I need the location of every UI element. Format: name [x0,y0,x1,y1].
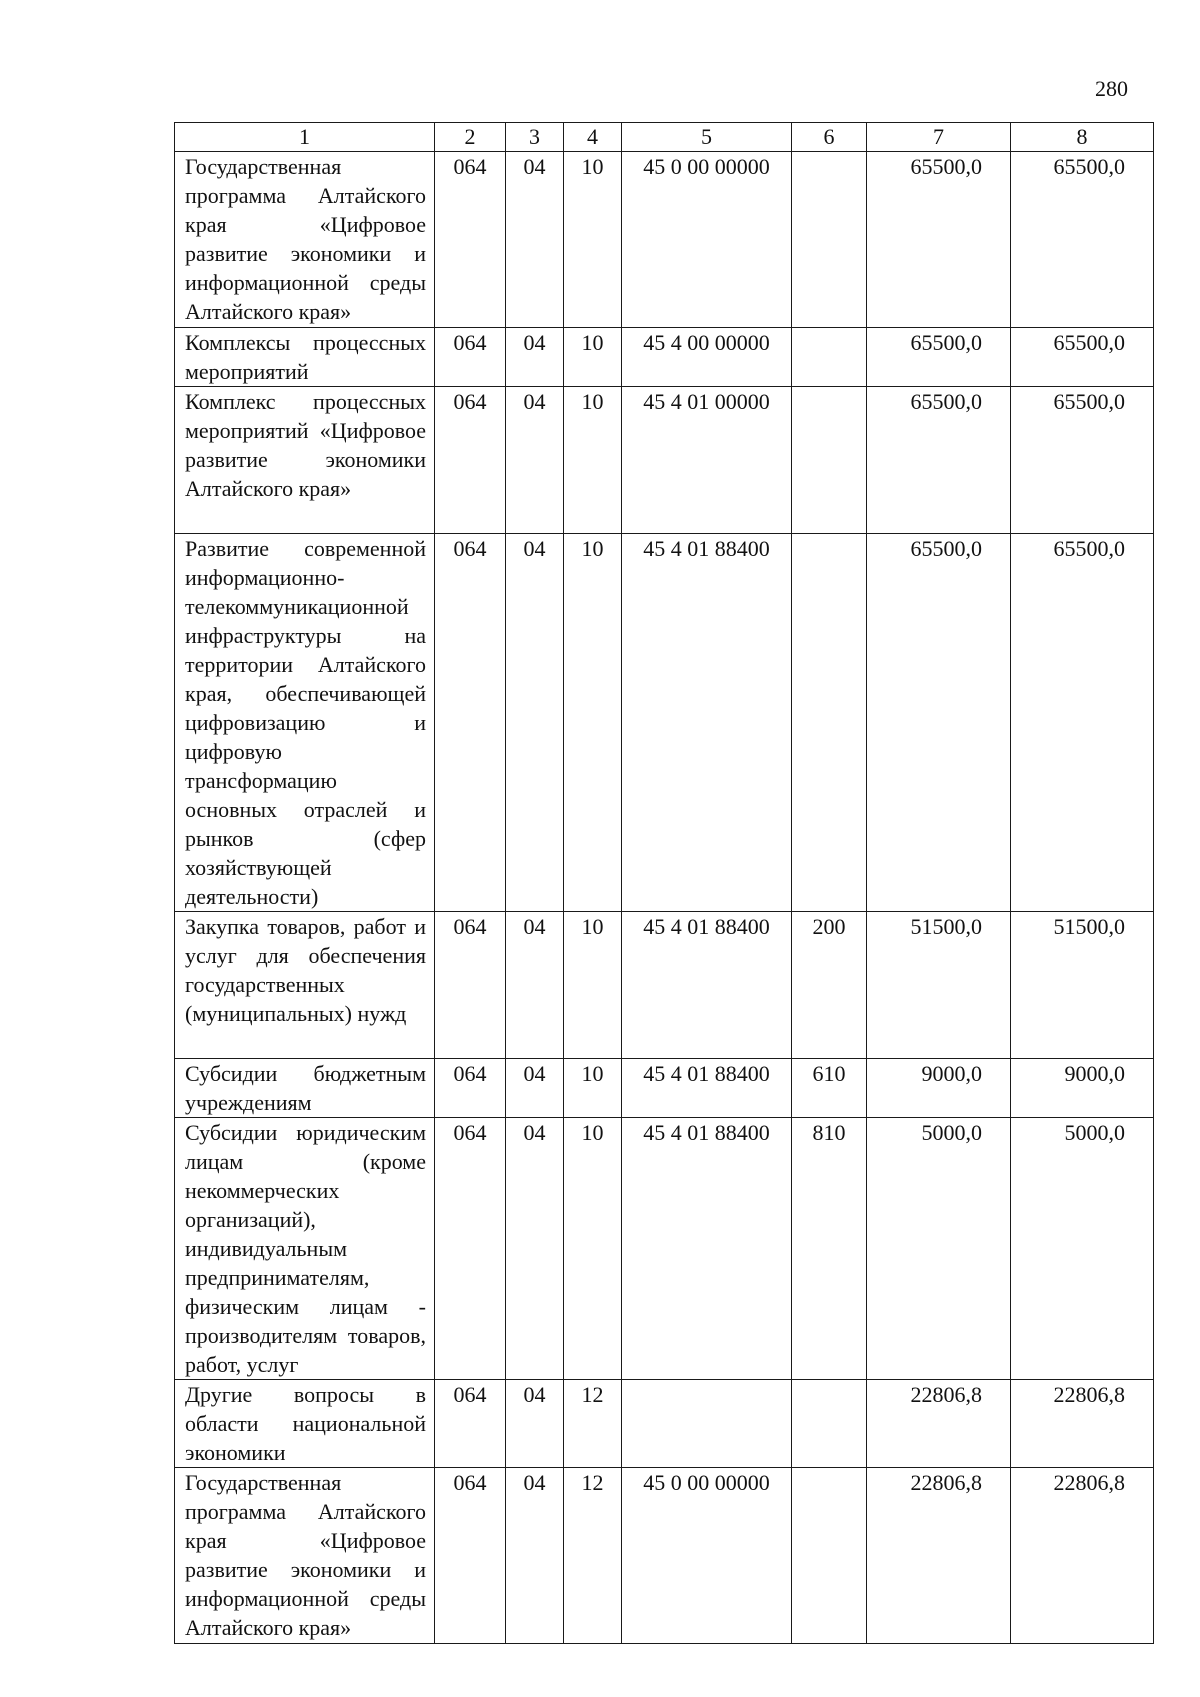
cell-amount-1: 22806,8 [867,1380,1011,1468]
cell-subsection: 10 [564,534,622,912]
row-name: Комплекс процессных мероприятий «Цифровое развитие экономики Алтайского края» [175,387,435,534]
cell-expense-type [792,152,867,328]
cell-amount-2: 65500,0 [1011,534,1154,912]
header-row [175,123,1154,152]
cell-amount-2: 65500,0 [1011,328,1154,387]
table-row [175,534,1154,912]
column-header: 6 [792,123,867,152]
table-row [175,1059,1154,1118]
cell-section: 04 [506,152,564,328]
cell-amount-1: 65500,0 [867,152,1011,328]
cell-amount-1: 65500,0 [867,328,1011,387]
cell-expense-type [792,328,867,387]
table-row [175,1468,1154,1644]
cell-subsection: 10 [564,152,622,328]
cell-subsection: 10 [564,1118,622,1380]
cell-amount-2: 9000,0 [1011,1059,1154,1118]
cell-target-article: 45 4 01 88400 [622,1118,792,1380]
column-header: 2 [435,123,506,152]
cell-ministry: 064 [435,1380,506,1468]
cell-amount-2: 22806,8 [1011,1468,1154,1644]
cell-expense-type [792,1468,867,1644]
column-header: 1 [175,123,435,152]
cell-ministry: 064 [435,328,506,387]
cell-ministry: 064 [435,387,506,534]
table-row [175,1118,1154,1380]
cell-section: 04 [506,534,564,912]
cell-target-article: 45 4 01 88400 [622,912,792,1059]
cell-subsection: 12 [564,1468,622,1644]
cell-amount-1: 5000,0 [867,1118,1011,1380]
cell-expense-type: 610 [792,1059,867,1118]
cell-target-article: 45 0 00 00000 [622,1468,792,1644]
column-header: 7 [867,123,1011,152]
cell-amount-1: 65500,0 [867,534,1011,912]
cell-section: 04 [506,912,564,1059]
cell-ministry: 064 [435,534,506,912]
cell-target-article: 45 4 01 88400 [622,534,792,912]
cell-amount-1: 51500,0 [867,912,1011,1059]
page-number: 280 [1095,76,1128,101]
cell-subsection: 10 [564,1059,622,1118]
cell-subsection: 10 [564,387,622,534]
cell-section: 04 [506,1380,564,1468]
cell-expense-type: 810 [792,1118,867,1380]
cell-ministry: 064 [435,912,506,1059]
cell-amount-2: 65500,0 [1011,152,1154,328]
cell-expense-type [792,534,867,912]
cell-target-article: 45 0 00 00000 [622,152,792,328]
cell-section: 04 [506,387,564,534]
table-row [175,328,1154,387]
table-row [175,387,1154,534]
column-header: 4 [564,123,622,152]
table-row [175,152,1154,328]
row-name: Другие вопросы в области национальной экономики [175,1380,435,1468]
cell-ministry: 064 [435,1118,506,1380]
cell-expense-type [792,387,867,534]
cell-amount-1: 65500,0 [867,387,1011,534]
row-name: Государственная программа Алтайского края «Цифровое развитие экономики и информационной среды Алтайского края» [175,1468,435,1644]
cell-amount-1: 9000,0 [867,1059,1011,1118]
cell-amount-2: 22806,8 [1011,1380,1154,1468]
cell-subsection: 10 [564,912,622,1059]
cell-target-article: 45 4 01 00000 [622,387,792,534]
row-name: Развитие современной информационно-телекоммуникационной инфраструктуры на территории Алтайского края, обеспечивающей цифровизацию и цифровую трансформацию основных отраслей и рынков (сфер хозяйствующей деятельности) [175,534,435,912]
cell-ministry: 064 [435,1059,506,1118]
table-row [175,1380,1154,1468]
table-row [175,912,1154,1059]
cell-expense-type [792,1380,867,1468]
cell-expense-type: 200 [792,912,867,1059]
row-name: Закупка товаров, работ и услуг для обеспечения государственных (муниципальных) нужд [175,912,435,1059]
cell-ministry: 064 [435,152,506,328]
cell-section: 04 [506,1059,564,1118]
cell-section: 04 [506,1118,564,1380]
cell-target-article: 45 4 01 88400 [622,1059,792,1118]
cell-amount-2: 5000,0 [1011,1118,1154,1380]
column-header: 8 [1011,123,1154,152]
column-header: 3 [506,123,564,152]
cell-target-article [622,1380,792,1468]
column-header: 5 [622,123,792,152]
row-name: Субсидии бюджетным учреждениям [175,1059,435,1118]
cell-ministry: 064 [435,1468,506,1644]
row-name: Субсидии юридическим лицам (кроме некоммерческих организаций), индивидуальным предпринимателям, физическим лицам - производителям товаров, работ, услуг [175,1118,435,1380]
cell-subsection: 12 [564,1380,622,1468]
cell-amount-2: 65500,0 [1011,387,1154,534]
cell-subsection: 10 [564,328,622,387]
budget-table [174,122,1154,1644]
cell-amount-1: 22806,8 [867,1468,1011,1644]
row-name: Государственная программа Алтайского края «Цифровое развитие экономики и информационной среды Алтайского края» [175,152,435,328]
cell-target-article: 45 4 00 00000 [622,328,792,387]
cell-section: 04 [506,1468,564,1644]
cell-amount-2: 51500,0 [1011,912,1154,1059]
cell-section: 04 [506,328,564,387]
row-name: Комплексы процессных мероприятий [175,328,435,387]
